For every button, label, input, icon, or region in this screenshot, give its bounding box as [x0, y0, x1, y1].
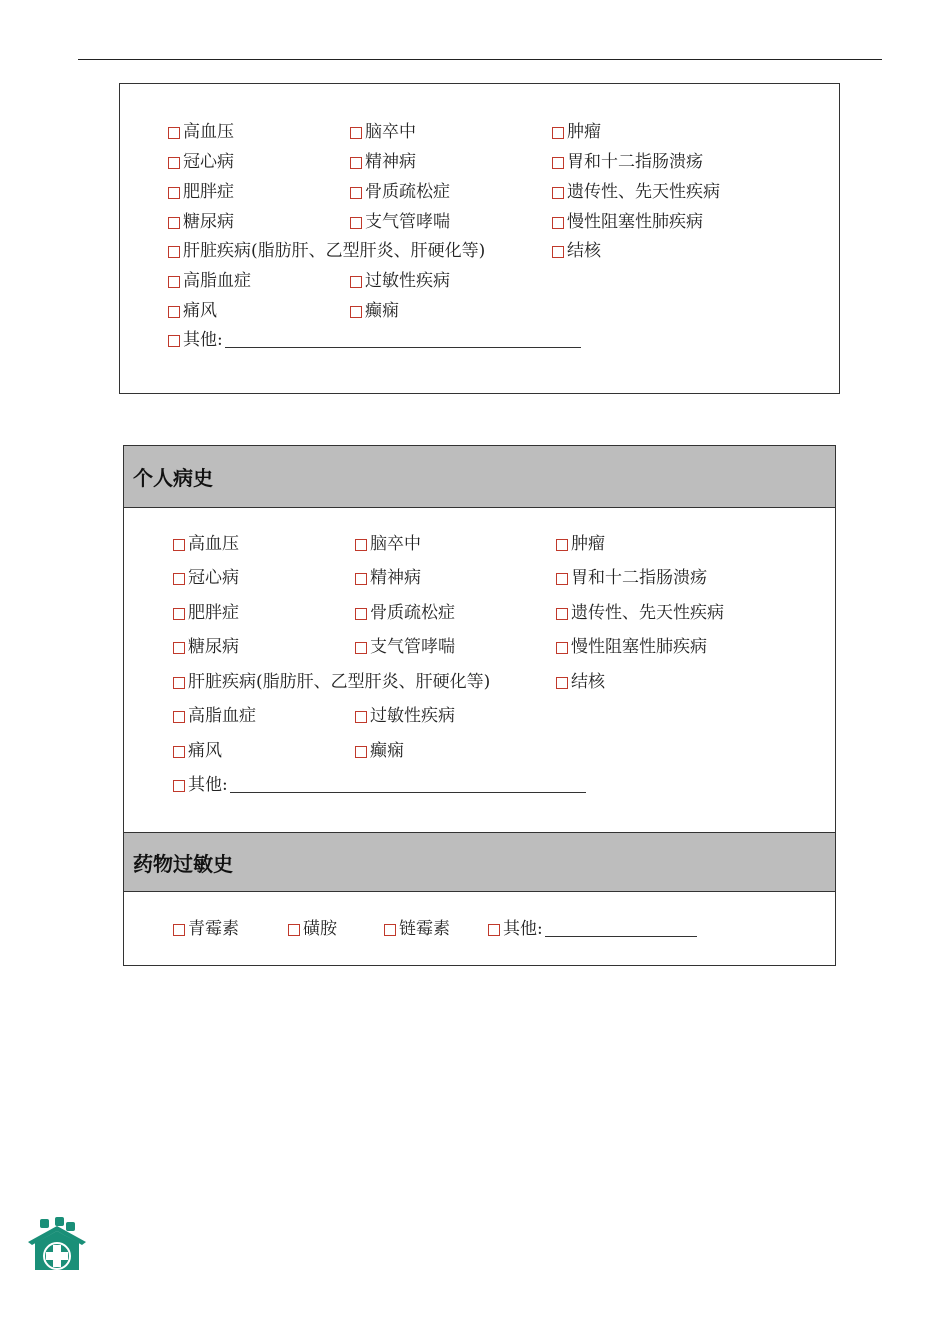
checkbox-icon[interactable] — [168, 187, 180, 199]
checkbox-icon[interactable] — [552, 217, 564, 229]
checkbox-asthma[interactable]: 支气管哮喘 — [350, 214, 450, 231]
checkbox-icon[interactable] — [350, 127, 362, 139]
personal-history-title: 个人病史 — [124, 446, 835, 508]
checkbox-asthma[interactable]: 支气管哮喘 — [355, 639, 455, 656]
checkbox-hereditary[interactable]: 遗传性、先天性疾病 — [552, 184, 720, 201]
checkbox-icon[interactable] — [168, 157, 180, 169]
header-rule — [78, 59, 882, 60]
checkbox-icon[interactable] — [173, 573, 185, 585]
checkbox-icon[interactable] — [384, 924, 396, 936]
checkbox-tuberculosis[interactable]: 结核 — [552, 243, 601, 260]
checkbox-icon[interactable] — [556, 539, 568, 551]
checkbox-copd[interactable]: 慢性阻塞性肺疾病 — [552, 214, 703, 231]
checkbox-icon[interactable] — [552, 246, 564, 258]
checkbox-tumor[interactable]: 肿瘤 — [552, 124, 601, 141]
checkbox-other[interactable]: 其他: — [173, 777, 586, 794]
checkbox-allergic[interactable]: 过敏性疾病 — [355, 708, 455, 725]
checkbox-stroke[interactable]: 脑卒中 — [350, 124, 416, 141]
checkbox-icon[interactable] — [173, 608, 185, 620]
checkbox-icon[interactable] — [350, 187, 362, 199]
checkbox-icon[interactable] — [552, 157, 564, 169]
checkbox-diabetes[interactable]: 糖尿病 — [168, 214, 234, 231]
checkbox-diabetes[interactable]: 糖尿病 — [173, 639, 239, 656]
checkbox-osteoporosis[interactable]: 骨质疏松症 — [355, 605, 455, 622]
checkbox-osteoporosis[interactable]: 骨质疏松症 — [350, 184, 450, 201]
checkbox-icon[interactable] — [350, 157, 362, 169]
checkbox-icon[interactable] — [556, 608, 568, 620]
checkbox-icon[interactable] — [355, 746, 367, 758]
checkbox-liver-disease[interactable]: 肝脏疾病(脂肪肝、乙型肝炎、肝硬化等) — [168, 243, 485, 260]
checkbox-icon[interactable] — [173, 924, 185, 936]
checkbox-drug-other[interactable]: 其他: — [488, 921, 697, 938]
checkbox-coronary[interactable]: 冠心病 — [168, 154, 234, 171]
checkbox-obesity[interactable]: 肥胖症 — [168, 184, 234, 201]
drug-other-input-line[interactable] — [545, 922, 697, 937]
checkbox-icon[interactable] — [173, 677, 185, 689]
checkbox-icon[interactable] — [556, 677, 568, 689]
checkbox-icon[interactable] — [168, 246, 180, 258]
checkbox-liver-disease[interactable]: 肝脏疾病(脂肪肝、乙型肝炎、肝硬化等) — [173, 674, 490, 691]
checkbox-epilepsy[interactable]: 癫痫 — [350, 303, 399, 320]
checkbox-copd[interactable]: 慢性阻塞性肺疾病 — [556, 639, 707, 656]
drug-allergy-title: 药物过敏史 — [124, 832, 835, 892]
checkbox-stroke[interactable]: 脑卒中 — [355, 536, 421, 553]
checkbox-icon[interactable] — [168, 127, 180, 139]
checkbox-icon[interactable] — [173, 539, 185, 551]
checkbox-tuberculosis[interactable]: 结核 — [556, 674, 605, 691]
checkbox-psychosis[interactable]: 精神病 — [350, 154, 416, 171]
other-input-line[interactable] — [230, 778, 586, 793]
checkbox-icon[interactable] — [355, 642, 367, 654]
checkbox-hypertension[interactable]: 高血压 — [173, 536, 239, 553]
checkbox-icon[interactable] — [168, 276, 180, 288]
checkbox-icon[interactable] — [168, 217, 180, 229]
checkbox-icon[interactable] — [355, 711, 367, 723]
checkbox-icon[interactable] — [350, 306, 362, 318]
checkbox-tumor[interactable]: 肿瘤 — [556, 536, 605, 553]
checkbox-icon[interactable] — [355, 608, 367, 620]
checkbox-coronary[interactable]: 冠心病 — [173, 570, 239, 587]
checkbox-streptomycin[interactable]: 链霉素 — [384, 921, 450, 938]
checkbox-icon[interactable] — [350, 217, 362, 229]
checkbox-icon[interactable] — [168, 335, 180, 347]
checkbox-ulcer[interactable]: 胃和十二指肠溃疡 — [552, 154, 703, 171]
checkbox-icon[interactable] — [556, 642, 568, 654]
other-input-line[interactable] — [225, 333, 581, 348]
personal-history-box — [123, 445, 836, 966]
checkbox-hyperlipidemia[interactable]: 高脂血症 — [168, 273, 251, 290]
checkbox-obesity[interactable]: 肥胖症 — [173, 605, 239, 622]
checkbox-allergic[interactable]: 过敏性疾病 — [350, 273, 450, 290]
checkbox-psychosis[interactable]: 精神病 — [355, 570, 421, 587]
checkbox-icon[interactable] — [350, 276, 362, 288]
checkbox-ulcer[interactable]: 胃和十二指肠溃疡 — [556, 570, 707, 587]
checkbox-icon[interactable] — [552, 187, 564, 199]
checkbox-icon[interactable] — [355, 539, 367, 551]
checkbox-gout[interactable]: 痛风 — [173, 743, 222, 760]
checkbox-sulfonamide[interactable]: 磺胺 — [288, 921, 337, 938]
checkbox-icon[interactable] — [288, 924, 300, 936]
checkbox-icon[interactable] — [173, 711, 185, 723]
checkbox-icon[interactable] — [556, 573, 568, 585]
checkbox-hyperlipidemia[interactable]: 高脂血症 — [173, 708, 256, 725]
checkbox-icon[interactable] — [488, 924, 500, 936]
checkbox-icon[interactable] — [168, 306, 180, 318]
checkbox-icon[interactable] — [173, 642, 185, 654]
checkbox-gout[interactable]: 痛风 — [168, 303, 217, 320]
family-history-box — [119, 83, 840, 394]
checkbox-icon[interactable] — [173, 746, 185, 758]
checkbox-penicillin[interactable]: 青霉素 — [173, 921, 239, 938]
checkbox-hypertension[interactable]: 高血压 — [168, 124, 234, 141]
checkbox-icon[interactable] — [173, 780, 185, 792]
checkbox-other[interactable]: 其他: — [168, 332, 581, 349]
hospital-logo-icon — [26, 1216, 88, 1272]
checkbox-icon[interactable] — [355, 573, 367, 585]
checkbox-epilepsy[interactable]: 癫痫 — [355, 743, 404, 760]
checkbox-hereditary[interactable]: 遗传性、先天性疾病 — [556, 605, 724, 622]
checkbox-icon[interactable] — [552, 127, 564, 139]
